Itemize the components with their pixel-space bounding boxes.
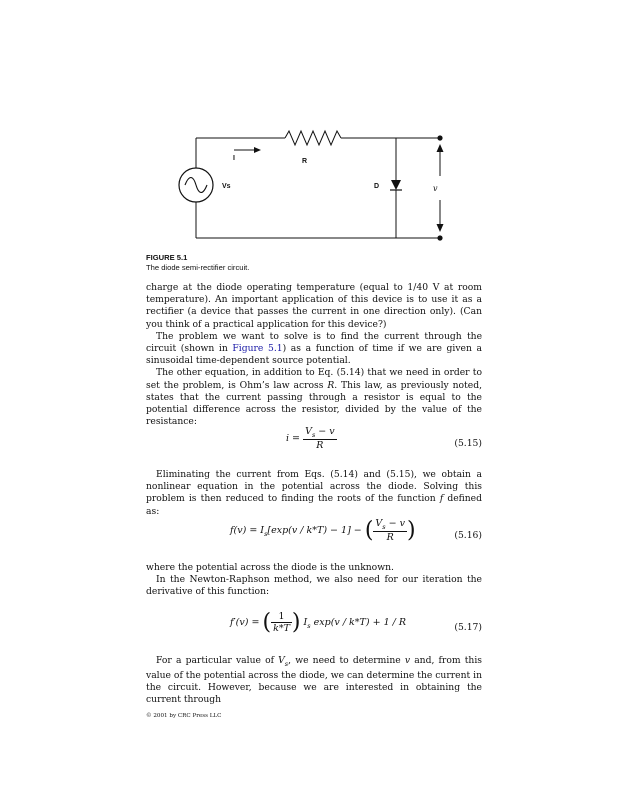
- paragraph-2: [146, 331, 482, 368]
- eq15-numerator: [303, 426, 337, 440]
- eq16-numerator: [373, 518, 407, 532]
- eq17-number: (5.17): [454, 622, 482, 633]
- figure-caption-text: The diode semi-rectifier circuit.: [146, 263, 250, 272]
- eq15-num-rest: − v: [315, 426, 335, 437]
- eq15-denominator: R: [316, 439, 324, 451]
- paragraph-3-text-a: The other equation, in addition to Eq. (5.14) that we need in order to set the problem, is Ohm’s law across: [146, 367, 482, 391]
- figure-caption-title: FIGURE 5.1: [146, 253, 188, 262]
- eq16-paren-right: ): [407, 518, 416, 543]
- resistor-symbol: [285, 131, 341, 145]
- paragraph-7-v: v: [404, 655, 411, 666]
- eq17-numerator: 1: [271, 611, 292, 623]
- equation-5-15: [146, 426, 482, 470]
- eq16-num-rest: − v: [385, 518, 405, 530]
- voltage-arrowhead-down: [437, 224, 444, 232]
- paragraph-5: where the potential across the diode is the unknown.: [146, 562, 394, 573]
- circuit-diagram: [150, 128, 470, 250]
- eq17-denominator: k*T: [273, 623, 290, 634]
- paragraph-3: [146, 367, 482, 428]
- diode-symbol: [391, 180, 401, 190]
- eq16-lhs-text: f(v) = I: [230, 525, 265, 536]
- paragraph-7-vs-sub: s: [284, 659, 289, 668]
- eq17-lhs: f′(v) =: [230, 617, 260, 628]
- eq16-number: (5.16): [454, 530, 482, 541]
- paragraph-7-text-a: For a particular value of: [156, 655, 279, 666]
- paragraph-3-text-b: . This law, as previously noted, states that the current passing through a resistor is equal to the potential difference across the resistor, divided by the value of the resistance:: [146, 379, 482, 428]
- paragraph-7: [146, 655, 482, 707]
- text-block-4: [146, 655, 482, 707]
- function-f-text: f: [439, 493, 444, 505]
- equation-5-16: [146, 518, 482, 562]
- sine-wave: [185, 178, 207, 193]
- eq15-num-sub: s: [311, 430, 316, 439]
- eq15-lhs: i =: [286, 432, 301, 444]
- terminal-top: [437, 135, 442, 140]
- text-block-1: [146, 282, 482, 428]
- eq16-paren-left: (: [364, 518, 374, 543]
- paragraph-6: In the Newton-Raphson method, we also need for our iteration the derivative of this function:: [146, 574, 482, 598]
- eq15-fraction: [303, 426, 337, 451]
- figure-5-1-link[interactable]: Figure 5.1: [232, 343, 283, 355]
- label-current: I: [233, 155, 235, 162]
- paragraph-4: [146, 469, 482, 518]
- text-block-3: [146, 562, 482, 599]
- eq16-mid: [exp(v / k*T) − 1] −: [267, 525, 362, 536]
- eq16-lhs: [230, 525, 267, 536]
- eq16-lhs-sub: s: [264, 529, 268, 538]
- equation-5-17: [146, 610, 482, 654]
- copyright-footer: © 2001 by CRC Press LLC: [146, 713, 222, 719]
- eq17-fraction: [271, 611, 292, 634]
- paragraph-1: charge at the diode operating temperature (equal to 1/40 V at room temperature). An important application of this device is to use it as a rectifier (a device that passes the current in one direction only). (Can you think of a practical application for this device?): [146, 282, 482, 330]
- text-block-2: [146, 469, 482, 518]
- eq17-paren-left: (: [262, 610, 272, 635]
- eq15-number: (5.15): [454, 438, 482, 449]
- eq17-is: I: [303, 617, 308, 628]
- eq16-denominator: R: [386, 531, 394, 543]
- label-resistor: R: [302, 158, 308, 165]
- paragraph-2-text-b: ) as a function of time if we are given a sinusoidal time-dependent source potential.: [146, 343, 482, 367]
- terminal-bottom: [437, 235, 442, 240]
- label-diode: D: [374, 183, 380, 190]
- label-voltage: v: [433, 184, 438, 193]
- paragraph-2-text-a: The problem we want to solve is to find the current through the circuit (shown in: [146, 330, 482, 355]
- eq15-num-v: V: [305, 426, 312, 437]
- paragraph-4-text-b: defined as:: [146, 493, 482, 517]
- eq16-num-sub: s: [382, 522, 386, 531]
- eq16-fraction: [373, 518, 407, 543]
- label-source: Vs: [222, 183, 231, 190]
- resistor-symbol-text: R: [327, 379, 335, 391]
- paragraph-7-text-b: , we need to determine: [288, 655, 405, 666]
- eq17-is-sub: s: [307, 621, 311, 630]
- paragraph-7-text-c: and, from this value of the potential across the diode, we can determine the current in the circuit. However, because we are interested in obtaining the current through: [146, 655, 482, 706]
- paragraph-4-text-a: Eliminating the current from Eqs. (5.14) and (5.15), we obtain a nonlinear equation in the potential across the diode. Solving this problem is then reduced to finding the roots of the function: [146, 469, 482, 505]
- eq17-paren-right: ): [291, 610, 301, 635]
- voltage-arrowhead-up: [437, 144, 444, 152]
- paragraph-7-vs: V: [278, 655, 285, 666]
- current-arrowhead: [254, 147, 261, 153]
- eq16-num-v: V: [375, 518, 383, 530]
- eq17-rest: exp(v / k*T) + 1 / R: [310, 617, 407, 628]
